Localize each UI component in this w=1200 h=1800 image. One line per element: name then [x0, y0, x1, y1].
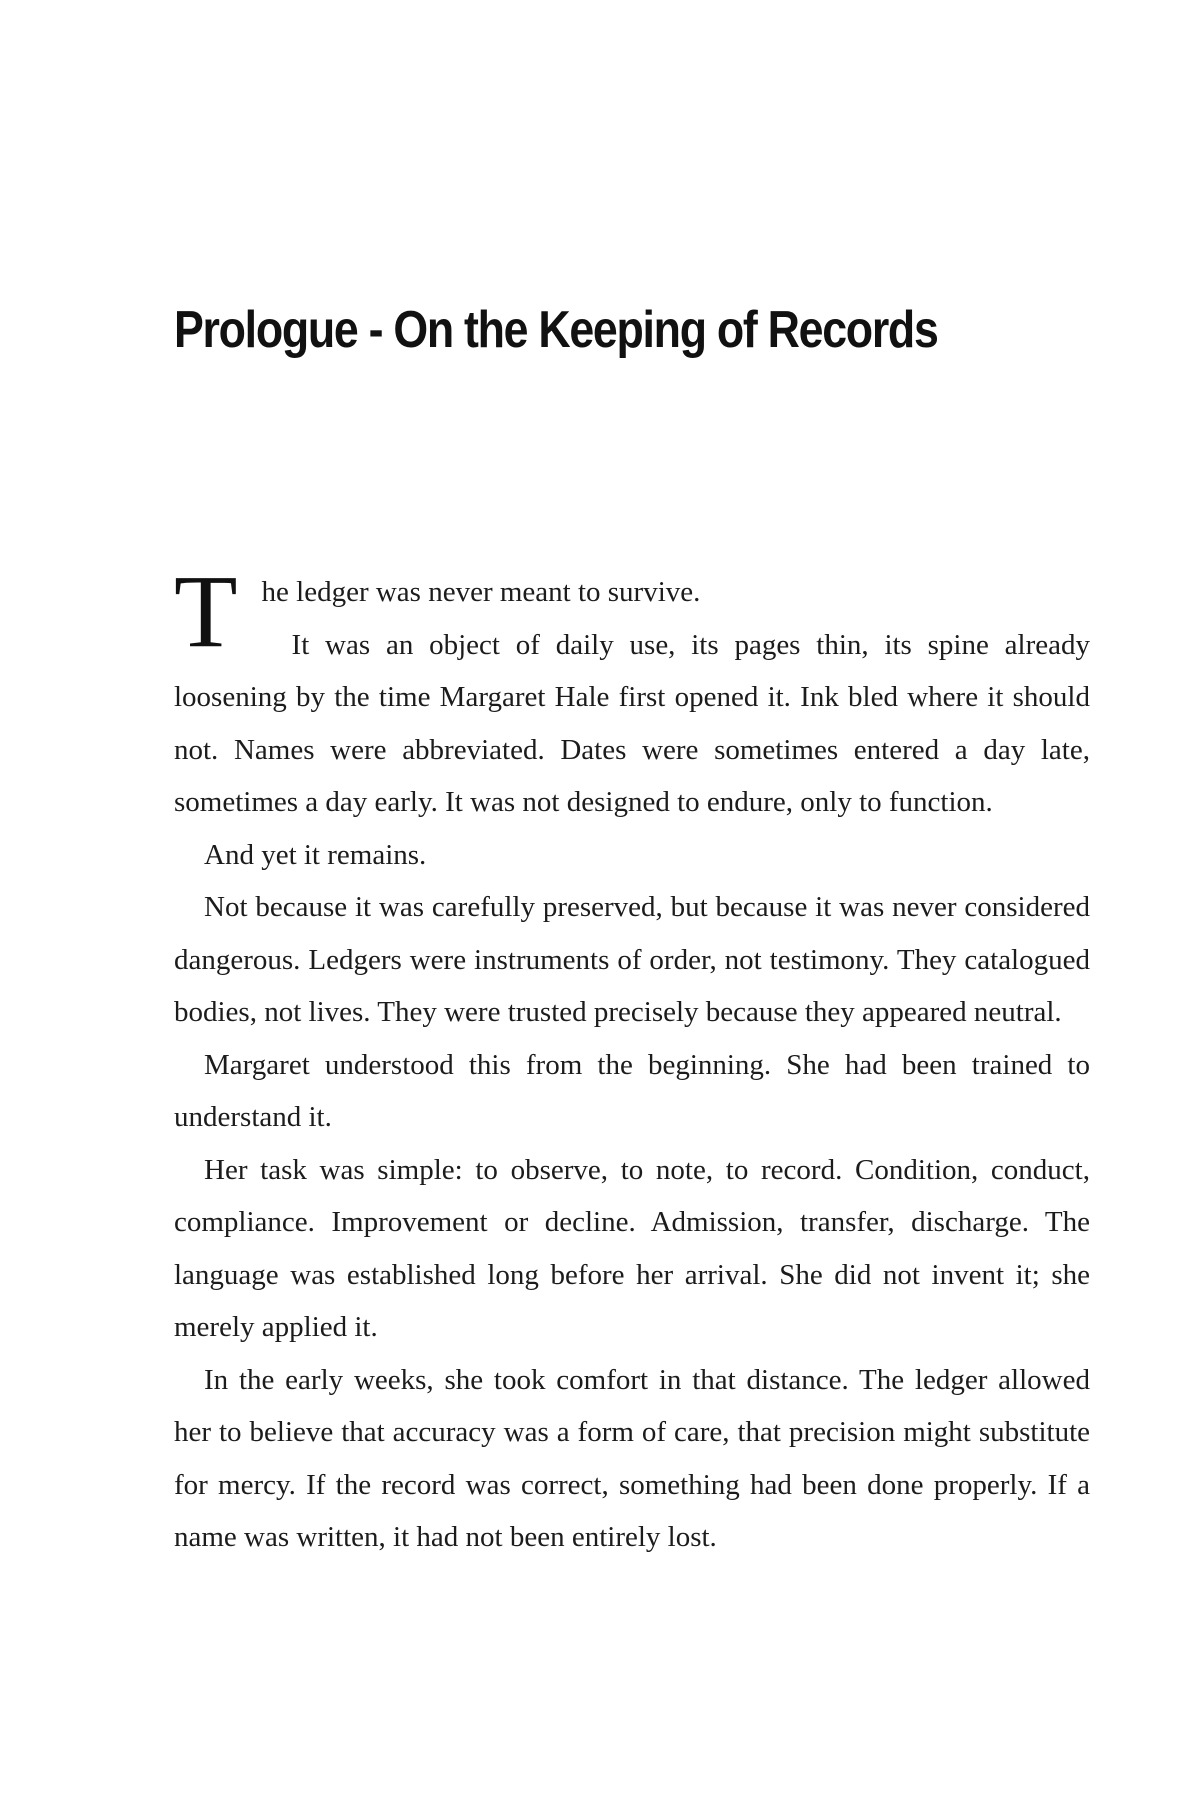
chapter-title: Prologue - On the Keeping of Records [174, 301, 938, 359]
paragraph-4 [174, 881, 1090, 1039]
paragraph-3 [174, 829, 1090, 882]
paragraph-2-text: It was an object of daily use, its pages thin, its spine already loosening by the time Margaret Hale first opened it. Ink bled where it should not. Names were abbreviated. Dates were sometimes entered a day late, sometimes a day early. It was not designed to endure, only to function. [174, 628, 1090, 818]
paragraph-5 [174, 1039, 1090, 1144]
paragraph-1-text: he ledger was never meant to survive. [261, 576, 701, 608]
book-page [174, 0, 1090, 1800]
chapter-body [174, 554, 1090, 1564]
paragraph-7 [174, 1354, 1090, 1564]
paragraph-3-text: And yet it remains. [204, 838, 427, 871]
paragraph-7-text: In the early weeks, she took comfort in that distance. The ledger allowed her to believe that accuracy was a form of care, that precision might substitute for mercy. If the record was correct, something had been done properly. If a name was written, it had not been entirely lost. [174, 1363, 1090, 1553]
paragraph-1 [174, 554, 1090, 669]
paragraph-6-text: Her task was simple: to observe, to note, to record. Condition, conduct, compliance. Improvement or decline. Admission, transfer, discharge. The language was established long before her arrival. She did not invent it; she merely applied it. [174, 1153, 1090, 1343]
paragraph-2 [174, 619, 1090, 829]
paragraph-5-text: Margaret understood this from the beginning. She had been trained to understand it. [174, 1048, 1090, 1133]
drop-cap: T [174, 554, 238, 669]
paragraph-6 [174, 1144, 1090, 1354]
paragraph-4-text: Not because it was carefully preserved, but because it was never considered dangerous. Ledgers were instruments of order, not testimony. They catalogued bodies, not lives. They were trusted precisely because they appeared neutral. [174, 891, 1090, 1028]
